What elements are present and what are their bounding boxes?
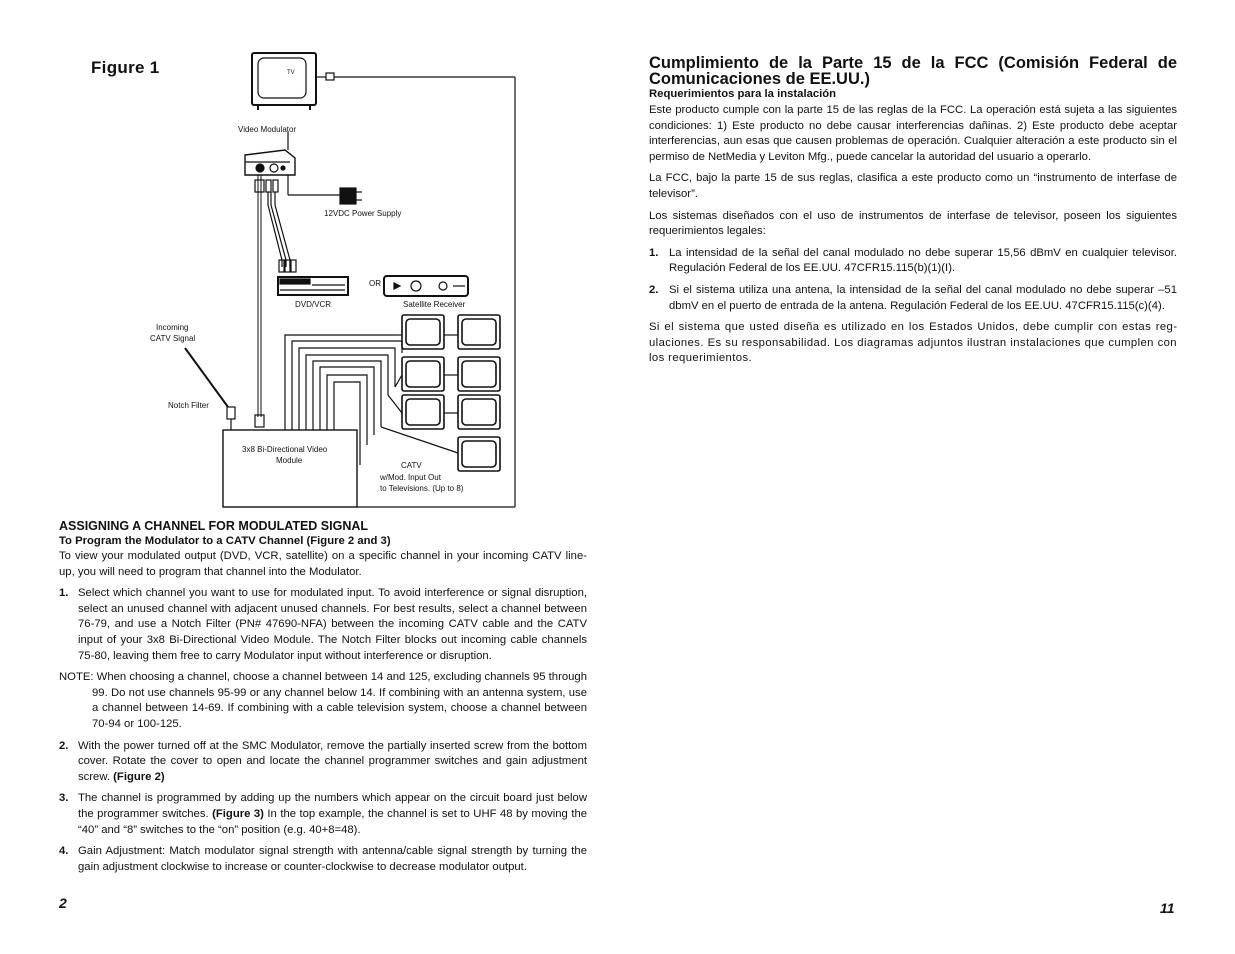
list-item (59, 739, 587, 786)
notch-filter-label: Notch Filter (168, 401, 209, 410)
page-number-right: 11 (1160, 900, 1175, 916)
list-number: 2. (59, 739, 69, 752)
list-text: Gain Adjustment: Match modulator signal strength with antenna/cable signal strength by turning the gain adjustment clockwise to increase or counter-clockwise to decrease modulator output. (78, 845, 587, 873)
list-number: 1. (649, 246, 659, 259)
list-number: 1. (59, 587, 69, 600)
incoming-label-line2: CATV Signal (150, 334, 196, 343)
fcc-subheading: Requerimientos para la instalación (649, 88, 837, 100)
right-column (649, 55, 1177, 373)
figure-title: Figure 1 (91, 58, 160, 77)
note-paragraph: NOTE: When choosing a channel, choose a channel between 14 and 125, excluding channels 95 through 99. Do not use channels 95-99 or any channel below 14. If combining with an antenna system, use a channel between 14-69. If combining with a cable television system, choose a channel between 70-94 or 100-125. (59, 671, 587, 730)
intro-paragraph: To view your modulated output (DVD, VCR, satellite) on a specific channel in your incoming CATV line-up, you will need to program that channel into the Modulator. (59, 550, 587, 578)
dvd-vcr-label: DVD/VCR (295, 300, 332, 309)
list-number: 3. (59, 792, 69, 805)
tv-grid-icon (402, 315, 500, 471)
tv-icon (252, 53, 334, 110)
catv-label-line2: w/Mod. Input Out (380, 473, 441, 482)
section-heading: ASSIGNING A CHANNEL FOR MODULATED SIGNAL (59, 519, 369, 533)
dvd-vcr-icon (278, 277, 348, 295)
list-text (78, 791, 587, 838)
section-subheading: To Program the Modulator to a CATV Channel (Figure 2 and 3) (59, 535, 391, 547)
list-text-body: In the top example, the channel is set to UHF 48 by moving the “40” and “8” switches to the “on” position (e.g. 40+8=48). (78, 807, 588, 836)
satellite-receiver-icon (384, 276, 468, 296)
fcc-paragraph: Los sistemas diseñados con el uso de instrumentos de interfase de televisor, poseen los siguientes requerimientos legales: (649, 209, 1177, 238)
video-module-box (223, 430, 357, 507)
fcc-paragraph: Si el sistema que usted diseña es utilizado en los Estados Unidos, debe cumplir con estas regulaciones. Es su responsabilidad. Los diagramas adjuntos ilustran instalaciones que cumplen con los requerimientos. (649, 321, 1177, 365)
wiring-diagram-svg (140, 45, 530, 515)
list-item (649, 246, 1177, 277)
list-item (59, 586, 587, 664)
wiring-diagram (140, 45, 530, 515)
fcc-paragraph: Este producto cumple con la parte 15 de las reglas de la FCC. La operación está sujeta a las siguientes condiciones: 1) Este producto no debe causar interferencias dañinas. 2) Este producto debe aceptar interferencias, aun esas que causen problemas de operación. Cualquier alteración a este producto sin el permiso de NetMedia y Leviton Mfg., puede cancelar la autoridad del usuario a operarlo. (649, 104, 1177, 163)
list-text: Select which channel you want to use for modulated input. To avoid interference or signal disruption, select an unused channel with adjacent unused channels. For best results, select a channel between 76-79, and use a Notch Filter (PN# 47690-NFA) between the incoming CATV cable and the CATV input of your 3x8 Bi-Directional Video Module. The Notch Filter blocks out incoming cable channels 75-80, leaving them free to carry Modulator input without interference or disruption. (78, 587, 587, 662)
list-number: 2. (649, 283, 659, 296)
fcc-paragraph: La FCC, bajo la parte 15 de sus reglas, clasifica a este producto como un “instrumento de interfase de televisor”. (649, 172, 1177, 200)
list-text-body: The channel is programmed by adding up the numbers which appear on the circuit board just below the programmer switches. (78, 792, 587, 820)
figure-reference: (Figure 3) (212, 807, 264, 820)
list-item (59, 791, 587, 838)
list-item (649, 283, 1177, 314)
list-text (78, 739, 587, 786)
module-label-line2: Module (276, 456, 303, 465)
page-number-left: 2 (59, 895, 67, 911)
satellite-receiver-label: Satellite Receiver (403, 300, 466, 309)
catv-label-line3: to Televisions. (Up to 8) (380, 484, 464, 493)
figure-reference: (Figure 2) (113, 770, 165, 783)
list-text-body: With the power turned off at the SMC Modulator, remove the partially inserted screw from the bottom cover. Rotate the cover to open and locate the channel programmer switches and gain adjustment screw. (78, 739, 587, 783)
catv-label-line1: CATV (401, 461, 422, 470)
power-supply-label: 12VDC Power Supply (324, 209, 402, 218)
video-modulator-icon (245, 150, 295, 175)
list-text: Si el sistema utiliza una antena, la intensidad de la señal del canal modulado no debe superar –51 dbmV en el puerto de entrada de la antena. Regulación Federal de los EE.UU. 47CFR15.115(c)(4). (669, 283, 1177, 312)
incoming-label-line1: Incoming (156, 323, 189, 332)
list-item (59, 844, 587, 875)
list-text: La intensidad de la señal del canal modulado no debe superar 15,56 dBmV en cualquier televisor. Regulación Federal de los EE.UU. 47CFR15.115(b)(1)(I). (669, 246, 1177, 275)
module-label-line1: 3x8 Bi-Directional Video (242, 445, 328, 454)
fcc-title: Cumplimiento de la Parte 15 de la FCC (Comisión Federal de Comunicaciones de EE.UU.) (649, 54, 1177, 88)
list-number: 4. (59, 845, 69, 858)
or-label: OR (369, 279, 381, 288)
tv-label: TV (287, 70, 295, 76)
left-column (59, 519, 587, 881)
video-modulator-label: Video Modulator (238, 125, 297, 134)
